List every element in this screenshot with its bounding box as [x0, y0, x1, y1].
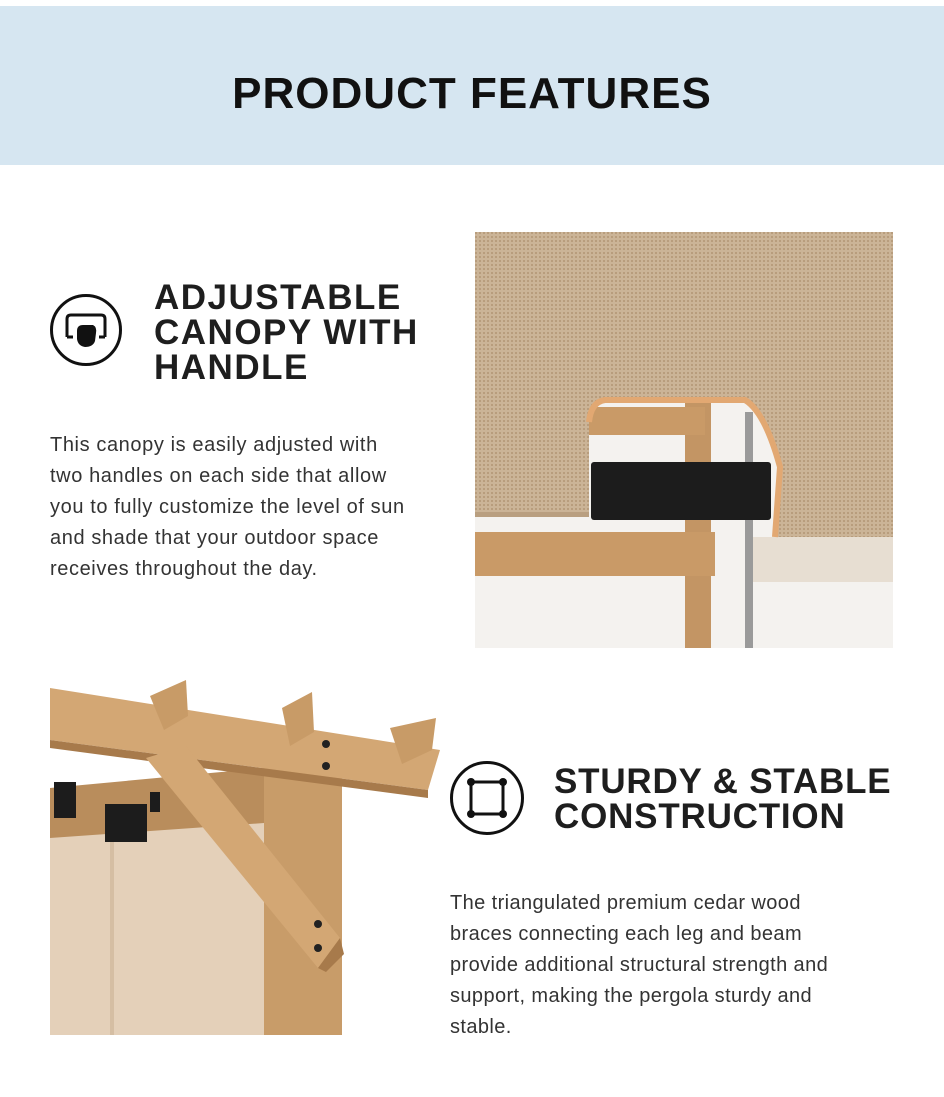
feature-description-construction: The triangulated premium cedar wood braces connecting each leg and beam provide additional structural strength and support, making the pergola sturdy and stable. [450, 892, 829, 1038]
feature-title-canopy: ADJUSTABLE CANOPY WITH HANDLE [154, 278, 419, 387]
feature-title-construction: STURDY & STABLE CONSTRUCTION [554, 762, 892, 836]
square-frame-icon [450, 761, 524, 835]
canopy-handle-photo [475, 232, 893, 648]
hand-grip-icon [50, 294, 122, 366]
feature-description-canopy: This canopy is easily adjusted with two handles on each side that allow you to fully customize the level of sun and shade that your outdoor space receives throughout the day. [50, 434, 405, 580]
features-header [0, 6, 944, 165]
pergola-construction-photo [50, 668, 440, 1035]
page-title: PRODUCT FEATURES [232, 69, 712, 118]
